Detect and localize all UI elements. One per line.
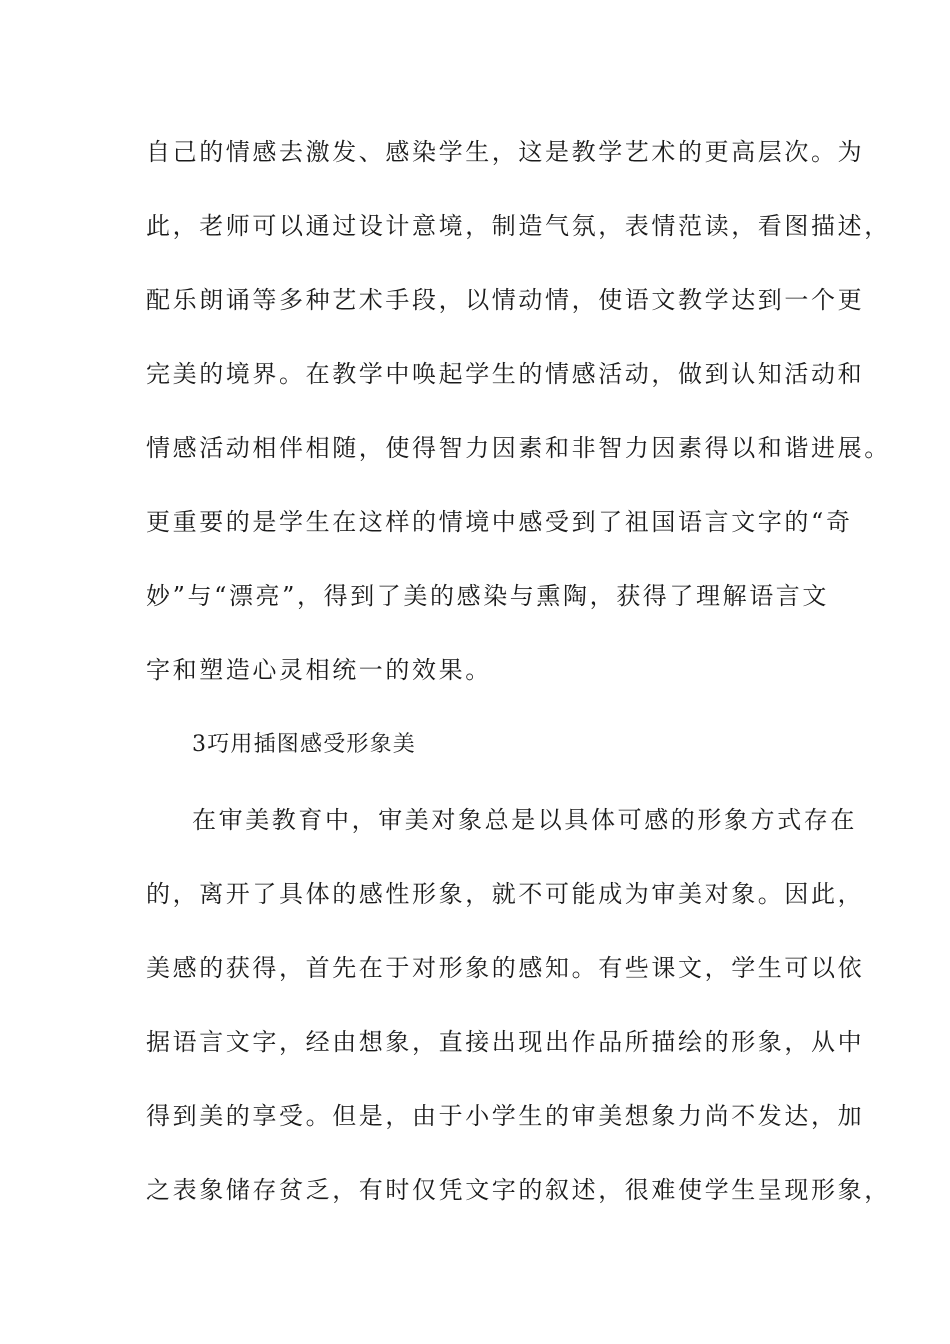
paragraph-line: 自己的情感去激发、感染学生，这是教学艺术的更高层次。为 xyxy=(146,138,865,166)
paragraph-line: 之表象储存贫乏，有时仅凭文字的叙述，很难使学生呈现形象， xyxy=(146,1176,891,1204)
paragraph-line: 美感的获得，首先在于对形象的感知。有些课文，学生可以依 xyxy=(146,954,865,982)
paragraph-line: 据语言文字，经由想象，直接出现出作品所描绘的形象，从中 xyxy=(146,1028,865,1056)
paragraph-line: 情感活动相伴相随，使得智力因素和非智力因素得以和谐进展。 xyxy=(146,434,891,462)
paragraph-line: 的，离开了具体的感性形象，就不可能成为审美对象。因此， xyxy=(146,880,865,908)
paragraph-line: 在审美教育中，审美对象总是以具体可感的形象方式存在 xyxy=(192,806,857,834)
paragraph-line: 完美的境界。在教学中唤起学生的情感活动，做到认知活动和 xyxy=(146,360,865,388)
paragraph-line: 得到美的享受。但是，由于小学生的审美想象力尚不发达，加 xyxy=(146,1102,865,1130)
paragraph-line: 字和塑造心灵相统一的效果。 xyxy=(146,656,492,684)
paragraph-line: 更重要的是学生在这样的情境中感受到了祖国语言文字的“奇 xyxy=(146,508,853,536)
paragraph-line: 妙”与“漂亮”，得到了美的感染与熏陶，获得了理解语言文 xyxy=(146,582,830,610)
paragraph-line: 配乐朗诵等多种艺术手段，以情动情，使语文教学达到一个更 xyxy=(146,286,865,314)
paragraph-line: 此，老师可以通过设计意境，制造气氛，表情范读，看图描述， xyxy=(146,212,891,240)
section-heading: 3巧用插图感受形象美 xyxy=(192,732,416,757)
